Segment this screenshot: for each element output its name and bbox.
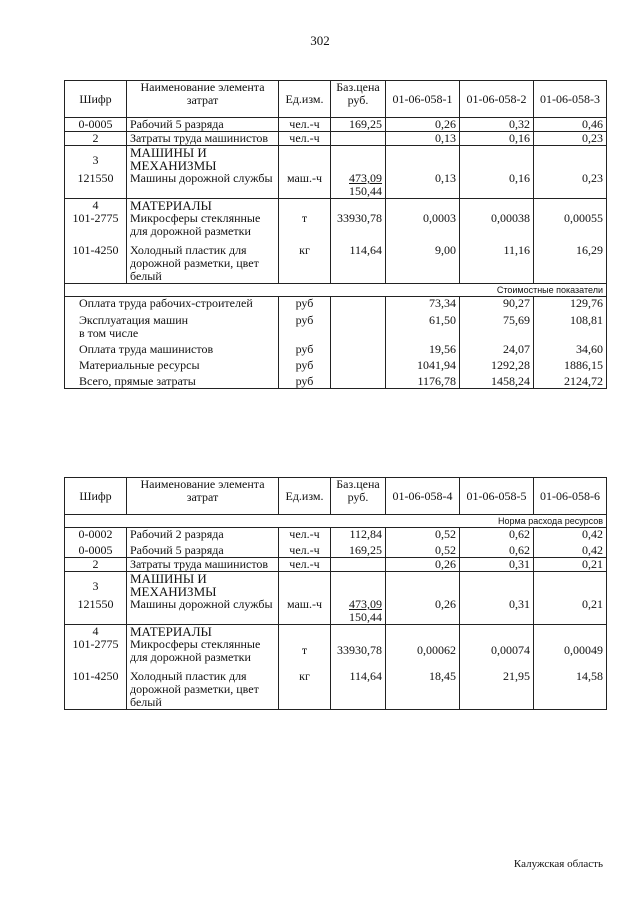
row-value: 0,13 bbox=[386, 132, 460, 146]
row-unit: кг bbox=[279, 238, 331, 284]
estimate-table-2 bbox=[64, 477, 607, 710]
row-name: Машины дорожной службы bbox=[127, 598, 279, 625]
row-value: 0,42 bbox=[534, 541, 607, 558]
row-price: 33930,78 bbox=[331, 212, 386, 238]
row-unit: чел.-ч bbox=[279, 541, 331, 558]
row-name: Микросферы стеклянные для дорожной разметки bbox=[127, 212, 279, 238]
header-col-6: 01-06-058-6 bbox=[534, 478, 607, 515]
row-unit: кг bbox=[279, 664, 331, 710]
price-top: 473,09 bbox=[349, 597, 382, 611]
price-bottom: 150,44 bbox=[349, 184, 382, 198]
row-name: Холодный пластик для дорожной разметки, цвет белый bbox=[127, 664, 279, 710]
table-row bbox=[65, 199, 607, 213]
row-value: 9,00 bbox=[386, 238, 460, 284]
header-col-1: 01-06-058-1 bbox=[386, 81, 460, 118]
row-code: 121550 bbox=[65, 598, 127, 625]
row-value: 0,16 bbox=[460, 172, 534, 199]
table-header-row bbox=[65, 478, 607, 515]
row-price: 114,64 bbox=[331, 238, 386, 284]
summary-row bbox=[65, 340, 607, 356]
row-value: 0,62 bbox=[460, 541, 534, 558]
row-code: 0-0005 bbox=[65, 541, 127, 558]
header-col-2: 01-06-058-2 bbox=[460, 81, 534, 118]
row-code: 0-0002 bbox=[65, 528, 127, 542]
row-value: 0,0003 bbox=[386, 212, 460, 238]
row-value: 0,16 bbox=[460, 132, 534, 146]
row-value: 11,16 bbox=[460, 238, 534, 284]
table-row bbox=[65, 146, 607, 173]
row-value: 0,23 bbox=[534, 172, 607, 199]
summary-value: 61,50 bbox=[386, 310, 460, 327]
row-price: 169,25 bbox=[331, 541, 386, 558]
row-name: Рабочий 2 разряда bbox=[127, 528, 279, 542]
row-value: 21,95 bbox=[460, 664, 534, 710]
row-value: 0,23 bbox=[534, 132, 607, 146]
row-price: 33930,78 bbox=[331, 638, 386, 664]
table-row bbox=[65, 528, 607, 542]
table-row bbox=[65, 172, 607, 199]
section-title: МАШИНЫ И МЕХАНИЗМЫ bbox=[127, 572, 279, 599]
row-value: 0,00038 bbox=[460, 212, 534, 238]
row-name: Рабочий 5 разряда bbox=[127, 541, 279, 558]
price-bottom: 150,44 bbox=[349, 610, 382, 624]
row-value: 18,45 bbox=[386, 664, 460, 710]
row-name: Машины дорожной службы bbox=[127, 172, 279, 199]
table-row bbox=[65, 132, 607, 146]
summary-value: 129,76 bbox=[534, 297, 607, 311]
row-name: Рабочий 5 разряда bbox=[127, 118, 279, 132]
table-note-row bbox=[65, 284, 607, 297]
table-header-row bbox=[65, 81, 607, 118]
row-value: 0,26 bbox=[386, 558, 460, 572]
summary-value: 34,60 bbox=[534, 340, 607, 356]
summary-name: Всего, прямые затраты bbox=[65, 372, 279, 389]
row-code: 2 bbox=[65, 558, 127, 572]
row-unit: т bbox=[279, 638, 331, 664]
section-title: МАТЕРИАЛЫ bbox=[127, 625, 279, 639]
row-name: Затраты труда машинистов bbox=[127, 132, 279, 146]
table-row bbox=[65, 558, 607, 572]
price-top: 473,09 bbox=[349, 171, 382, 185]
row-code: 4 bbox=[65, 625, 127, 639]
table-row bbox=[65, 625, 607, 639]
summary-unit: руб bbox=[279, 297, 331, 311]
cost-indicators-note: Стоимостные показатели bbox=[65, 284, 607, 297]
row-value: 0,13 bbox=[386, 172, 460, 199]
header-code: Шифр bbox=[65, 81, 127, 118]
row-value: 0,00074 bbox=[460, 638, 534, 664]
row-code: 2 bbox=[65, 132, 127, 146]
summary-value: 1886,15 bbox=[534, 356, 607, 372]
row-code: 101-4250 bbox=[65, 238, 127, 284]
row-value: 0,21 bbox=[534, 598, 607, 625]
resource-norm-note: Норма расхода ресурсов bbox=[65, 515, 607, 528]
header-price: Баз.цена руб. bbox=[331, 478, 386, 515]
row-code: 101-2775 bbox=[65, 638, 127, 664]
summary-row bbox=[65, 372, 607, 389]
section-title: МАТЕРИАЛЫ bbox=[127, 199, 279, 213]
header-name: Наименование элемента затрат bbox=[127, 478, 279, 515]
estimate-table-1 bbox=[64, 80, 607, 389]
page-number: 302 bbox=[310, 33, 330, 48]
row-value: 0,52 bbox=[386, 541, 460, 558]
summary-row bbox=[65, 297, 607, 311]
row-unit: чел.-ч bbox=[279, 118, 331, 132]
row-value: 0,00062 bbox=[386, 638, 460, 664]
table-row bbox=[65, 541, 607, 558]
summary-value: 73,34 bbox=[386, 297, 460, 311]
row-value: 0,00055 bbox=[534, 212, 607, 238]
table-row bbox=[65, 638, 607, 664]
summary-value: 2124,72 bbox=[534, 372, 607, 389]
row-value: 0,00049 bbox=[534, 638, 607, 664]
row-value: 0,26 bbox=[386, 598, 460, 625]
summary-value: 75,69 bbox=[460, 310, 534, 327]
row-value: 0,46 bbox=[534, 118, 607, 132]
row-code: 101-4250 bbox=[65, 664, 127, 710]
row-value: 0,21 bbox=[534, 558, 607, 572]
summary-value: 24,07 bbox=[460, 340, 534, 356]
summary-unit: руб bbox=[279, 372, 331, 389]
row-code: 3 bbox=[65, 146, 127, 173]
row-price: 169,25 bbox=[331, 118, 386, 132]
row-price bbox=[331, 598, 386, 625]
row-name: Холодный пластик для дорожной разметки, цвет белый bbox=[127, 238, 279, 284]
row-price bbox=[331, 132, 386, 146]
row-name: Микросферы стеклянные для дорожной разметки bbox=[127, 638, 279, 664]
summary-unit: руб bbox=[279, 340, 331, 356]
row-value: 14,58 bbox=[534, 664, 607, 710]
summary-unit: руб bbox=[279, 310, 331, 327]
header-col-3: 01-06-058-3 bbox=[534, 81, 607, 118]
row-value: 0,26 bbox=[386, 118, 460, 132]
header-name: Наименование элемента затрат bbox=[127, 81, 279, 118]
table-row bbox=[65, 598, 607, 625]
row-value: 0,42 bbox=[534, 528, 607, 542]
summary-unit: руб bbox=[279, 356, 331, 372]
row-code: 4 bbox=[65, 199, 127, 213]
header-col-4: 01-06-058-4 bbox=[386, 478, 460, 515]
summary-name: Оплата труда рабочих-строителей bbox=[65, 297, 279, 311]
header-price: Баз.цена руб. bbox=[331, 81, 386, 118]
row-unit: чел.-ч bbox=[279, 558, 331, 572]
summary-row bbox=[65, 310, 607, 327]
row-unit: чел.-ч bbox=[279, 132, 331, 146]
row-code: 101-2775 bbox=[65, 212, 127, 238]
row-unit: т bbox=[279, 212, 331, 238]
header-unit: Ед.изм. bbox=[279, 81, 331, 118]
summary-name: Эксплуатация машин bbox=[65, 310, 279, 327]
summary-name: Оплата труда машинистов bbox=[65, 340, 279, 356]
table-row bbox=[65, 664, 607, 710]
row-value: 0,62 bbox=[460, 528, 534, 542]
header-unit: Ед.изм. bbox=[279, 478, 331, 515]
header-code: Шифр bbox=[65, 478, 127, 515]
summary-value: 1292,28 bbox=[460, 356, 534, 372]
region-footer: Калужская область bbox=[513, 858, 603, 870]
table-row bbox=[65, 238, 607, 284]
summary-row bbox=[65, 356, 607, 372]
row-name: Затраты труда машинистов bbox=[127, 558, 279, 572]
summary-value: 1041,94 bbox=[386, 356, 460, 372]
row-value: 16,29 bbox=[534, 238, 607, 284]
row-unit: чел.-ч bbox=[279, 528, 331, 542]
summary-value: 1176,78 bbox=[386, 372, 460, 389]
row-code: 0-0005 bbox=[65, 118, 127, 132]
row-value: 0,31 bbox=[460, 598, 534, 625]
table-row bbox=[65, 572, 607, 599]
summary-value: 90,27 bbox=[460, 297, 534, 311]
table-note-row bbox=[65, 515, 607, 528]
summary-name: в том числе bbox=[65, 327, 279, 340]
row-price bbox=[331, 172, 386, 199]
row-price bbox=[331, 558, 386, 572]
header-col-5: 01-06-058-5 bbox=[460, 478, 534, 515]
summary-row bbox=[65, 327, 607, 340]
row-unit: маш.-ч bbox=[279, 598, 331, 625]
table-row bbox=[65, 212, 607, 238]
row-price: 114,64 bbox=[331, 664, 386, 710]
summary-value: 108,81 bbox=[534, 310, 607, 327]
row-code: 121550 bbox=[65, 172, 127, 199]
row-unit: маш.-ч bbox=[279, 172, 331, 199]
row-price: 112,84 bbox=[331, 528, 386, 542]
row-value: 0,31 bbox=[460, 558, 534, 572]
row-value: 0,52 bbox=[386, 528, 460, 542]
table-row bbox=[65, 118, 607, 132]
row-code: 3 bbox=[65, 572, 127, 599]
summary-value: 1458,24 bbox=[460, 372, 534, 389]
row-value: 0,32 bbox=[460, 118, 534, 132]
summary-value: 19,56 bbox=[386, 340, 460, 356]
summary-name: Материальные ресурсы bbox=[65, 356, 279, 372]
section-title: МАШИНЫ И МЕХАНИЗМЫ bbox=[127, 146, 279, 173]
